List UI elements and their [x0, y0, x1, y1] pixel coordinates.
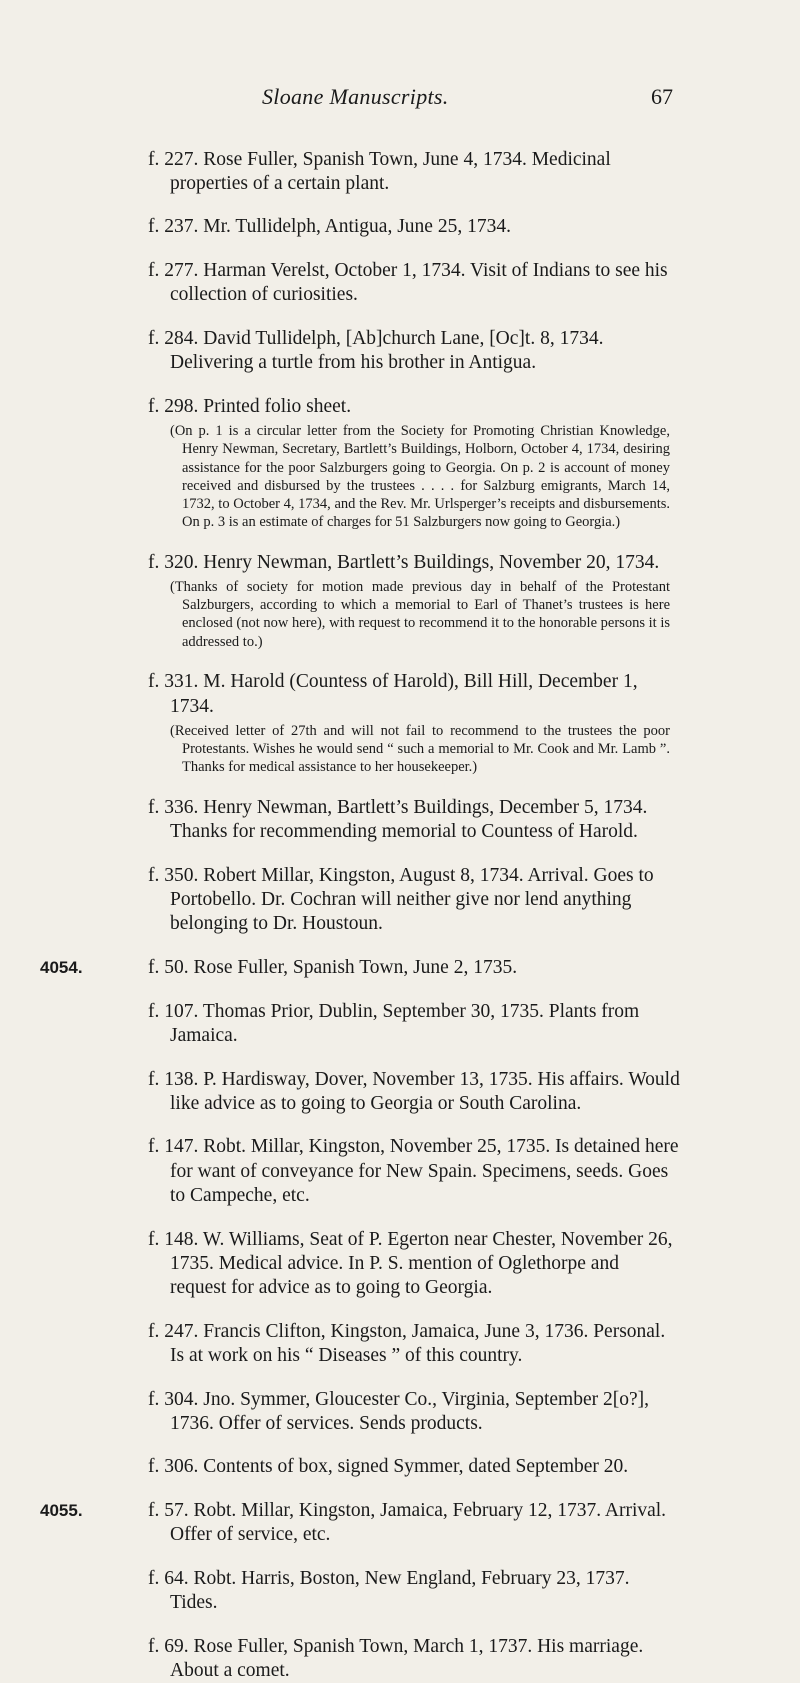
note-text: (On p. 1 is a circular letter from the Society for Promoting Christian Knowledge, Henry Newman, Secretary, Bartlett’s Buildings, Holborn, October 4, 1734, desiring assistance for the poor Salzburgers going to Georgia. On p. 2 is account of money received and disbursed by the trustees . . . . for Salzburg emigrants, March 14, 1732, to October 4, 1734, and the Rev. Mr. Urlsperger’s receipts and disbursements. On p. 3 is an estimate of charges for 51 Salzburgers now going to Georgia.): [170, 423, 670, 531]
catalogue-entry: [148, 864, 680, 937]
entry-text: f. 320. Henry Newman, Bartlett’s Buildings, November 20, 1734.: [148, 551, 660, 573]
catalogue-entry: [40, 1499, 680, 1547]
entry-text: f. 306. Contents of box, signed Symmer, dated September 20.: [148, 1456, 629, 1478]
entry-text: f. 227. Rose Fuller, Spanish Town, June 4, 1734. Medicinal properties of a certain plant.: [148, 148, 611, 194]
entry-text: f. 138. P. Hardisway, Dover, November 13, 1735. His affairs. Would like advice as to going to Georgia or South Carolina.: [148, 1068, 680, 1114]
page-header: [0, 84, 800, 114]
catalogue-entry: [148, 1635, 680, 1683]
catalogue-note: [170, 722, 670, 777]
note-text: (Received letter of 27th and will not fail to recommend to the trustees the poor Protestants. Wishes he would send “ such a memorial to Mr. Cook and Mr. Lamb ”. Thanks for medical assistance to her housekeeper.): [170, 722, 670, 776]
entry-text: f. 69. Rose Fuller, Spanish Town, March 1, 1737. His marriage. About a comet.: [148, 1635, 644, 1682]
catalogue-entry: [148, 327, 680, 375]
entry-text: f. 64. Robt. Harris, Boston, New England, February 23, 1737. Tides.: [148, 1568, 630, 1614]
catalogue-entry: [148, 1320, 680, 1368]
catalogue-entry: [148, 796, 680, 844]
running-title: Sloane Manuscripts.: [262, 84, 449, 109]
entry-text: f. 148. W. Williams, Seat of P. Egerton near Chester, November 26, 1735. Medical advice. In P. S. mention of Oglethorpe and request for advice as to going to Georgia.: [148, 1228, 673, 1298]
entry-text: f. 237. Mr. Tullidelph, Antigua, June 25, 1734.: [148, 216, 511, 238]
entry-text: f. 107. Thomas Prior, Dublin, September 30, 1735. Plants from Jamaica.: [148, 1000, 640, 1046]
catalogue-entry: [148, 395, 680, 419]
entry-text: f. 277. Harman Verelst, October 1, 1734. Visit of Indians to see his collection of curiosities.: [148, 260, 668, 306]
catalogue-entry: [148, 1567, 680, 1615]
entry-text: f. 247. Francis Clifton, Kingston, Jamaica, June 3, 1736. Personal. Is at work on his “ Diseases ” of this country.: [148, 1320, 666, 1366]
catalogue-entry: [40, 956, 680, 980]
entry-text: f. 336. Henry Newman, Bartlett’s Buildings, December 5, 1734. Thanks for recommending memorial to Countess of Harold.: [148, 796, 648, 843]
catalogue-note: [170, 422, 670, 531]
entry-text: f. 304. Jno. Symmer, Gloucester Co., Virginia, September 2[o?], 1736. Offer of services. Sends products.: [148, 1388, 649, 1434]
catalogue-entry: [148, 1000, 680, 1048]
catalogue-entry: [148, 259, 680, 307]
entry-text: f. 50. Rose Fuller, Spanish Town, June 2, 1735.: [148, 956, 518, 978]
catalogue-entry: [148, 1455, 680, 1479]
catalogue-entry: [148, 1228, 680, 1301]
entry-text: f. 57. Robt. Millar, Kingston, Jamaica, February 12, 1737. Arrival. Offer of service, etc.: [148, 1500, 667, 1546]
catalogue-entry: [148, 215, 680, 239]
entry-text: f. 331. M. Harold (Countess of Harold), Bill Hill, December 1, 1734.: [148, 671, 638, 717]
entry-text: f. 298. Printed folio sheet.: [148, 395, 352, 417]
note-text: (Thanks of society for motion made previous day in behalf of the Protestant Salzburgers, according to which a memorial to Earl of Thanet’s trustees is here enclosed (not now here), with request to recommend it to the honorable persons it is addressed to.): [170, 579, 670, 650]
page-number: 67: [651, 84, 673, 109]
entry-text: f. 350. Robert Millar, Kingston, August 8, 1734. Arrival. Goes to Portobello. Dr. Cochran will neither give nor lend anything belonging to Dr. Houstoun.: [148, 864, 654, 935]
catalogue-body: [0, 128, 800, 1683]
catalogue-entry: [148, 670, 680, 718]
catalogue-entry: [148, 148, 680, 196]
catalogue-entry: [148, 1068, 680, 1116]
catalogue-note: [170, 578, 670, 651]
manuscript-number: 4055.: [40, 1501, 83, 1521]
manuscript-number: 4054.: [40, 957, 83, 977]
catalogue-entry: [148, 551, 680, 575]
catalogue-entry: [148, 1388, 680, 1436]
catalogue-entry: [148, 1135, 680, 1208]
entry-text: f. 147. Robt. Millar, Kingston, November 25, 1735. Is detained here for want of conveyance for New Spain. Specimens, seeds. Goes to Campeche, etc.: [148, 1136, 679, 1206]
entry-text: f. 284. David Tullidelph, [Ab]church Lane, [Oc]t. 8, 1734. Delivering a turtle from his brother in Antigua.: [148, 328, 604, 374]
